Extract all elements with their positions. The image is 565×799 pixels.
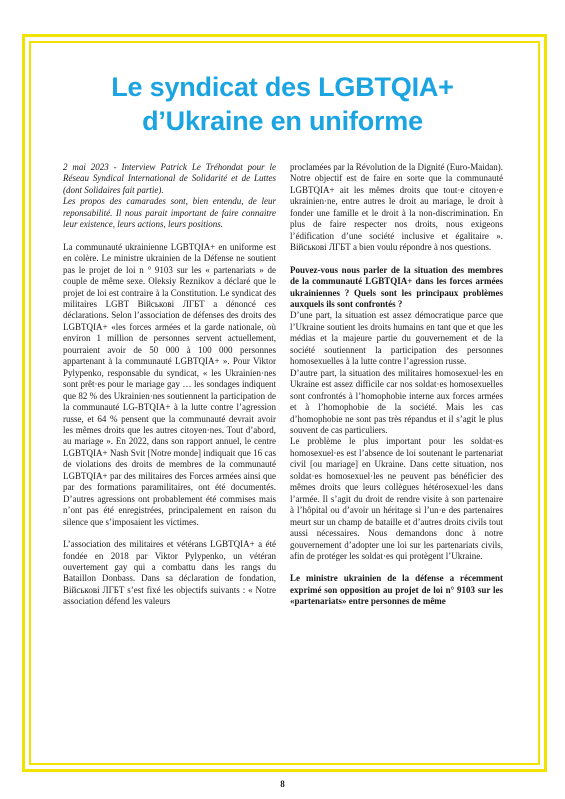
intro-disclaimer: Les propos des camarades sont, bien entendu, de leur reponsabilité. Il nous parait important de faire connaitre leur existence, leurs actions, leurs positions. [63, 196, 276, 230]
paragraph-gap [63, 528, 276, 539]
body-paragraph: proclamées par la Révolution de la Dignité (Euro-Maidan). Notre objectif est de faire en sorte que la communauté LGBTQIA+ ait les mêmes droits que tout·e citoyen·e ukrainien·ne, entre autres le droit au mariage, le droit à fonder une famille et le droit à la non-discrimination. En plus de faire respecter nos droits, nous exigeons l’édification d’une société inclusive et égalitaire ». Військові ЛГБТ a bien voulu répondre à nos questions. [290, 162, 503, 253]
left-column [63, 162, 276, 608]
right-column [290, 162, 503, 608]
paragraph-gap [290, 254, 503, 265]
paragraph-gap [290, 562, 503, 573]
interview-question: Le ministre ukrainien de la défense a récemment exprimé son opposition au projet de loi n° 9103 sur les «partenariats» entre personnes de même [290, 573, 503, 607]
answer-paragraph: D’autre part, la situation des militaires homosexuel·les en Ukraine est assez difficile car nos soldat·es homosexuelles sont confrontés à l’homophobie interne aux forces armées et à l’homophobie de la société. Mais les cas d’homophobie ne sont pas très répandus et il s’agit le plus souvent de cas particuliers. [290, 367, 503, 435]
title-line-2: d’Ukraine en uniforme [142, 106, 423, 136]
body-paragraph: L’association des militaires et vétérans LGBTQIA+ a été fondée en 2018 par Viktor Pylypenko, un vétéran ouvertement gay qui a combattu dans les rangs du Bataillon Donbass. Dans sa déclaration de fondation, Військові ЛГБТ s’est fixé les objectifs suivants : « Notre association défend les valeurs [63, 539, 276, 607]
page-number: 8 [280, 779, 285, 789]
intro-byline: 2 mai 2023 - Interview Patrick Le Tréhondat pour le Réseau Syndical International de Solidarité et de Luttes (dont Solidaires fait partie). [63, 162, 276, 195]
answer-paragraph: Le problème le plus important pour les soldat·es homosexuel·es est l’absence de loi soutenant le partenariat civil [ou mariage] en Ukraine. Dans cette situation, nos soldat·es homosexuel·les ne peuvent pas bénéficier des mêmes droits que leurs collègues hétérosexuel·les dans l’armée. Il s’agit du droit de rendre visite à son partenaire à l’hôpital ou d’avoir un héritage si l’un·e des partenaires meurt sur un champ de bataille et d’autres droits civils tout aussi nécessaires. Nous demandons donc à notre gouvernement d’adopter une loi sur les partenariats civils, afin de protéger les soldat·es qui protègent l’Ukraine. [290, 436, 503, 561]
answer-paragraph: D’une part, la situation est assez démocratique parce que l’Ukraine soutient les droits humains en tant que et que les médias et la majeure partie du gouvernement et de la société soutiennent la participation des personnes homosexuelles à la lutte contre l’agression russe. [290, 310, 503, 367]
body-paragraph: La communauté ukrainienne LGBTQIA+ en uniforme est en colère. Le ministre ukrainien de la Défense ne soutient pas le projet de loi n ° 9103 sur les « partenariats » de couple de même sexe. Oleksiy Reznikov a déclaré que le projet de loi est contraire à la Constitution. Le syndicat des militaires LGBT Військові ЛГБТ a dénoncé ces déclarations. Selon l’association de défenses des droits des LGBTQIA+ «les forces armées et la garde nationale, où environ 1 million de personnes servent actuellement, pourraient avoir de 50 000 à 100 000 personnes appartenant à la communauté LGBTQIA+ ». Pour Viktor Pylypenko, responsable du syndicat, « les Ukrainien·nes sont prêt·es pour le mariage gay … les sondages indiquent que 82 % des Ukrainien·nes soutiennent la participation de la communauté LG-BTQIA+ à la lutte contre l’agression russe, et 64 % pensent que la communauté devrait avoir les mêmes droits que les autres citoyen·nes. Tout d’abord, au mariage ». En 2022, dans son rapport annuel, le centre LGBTQIA+ Nash Svit [Notre monde] indiquait que 16 cas de violations des droits de membres de la communauté LGBTQIA+ par des militaires des Forces armées ainsi que par des formations paramilitaires, ont été documentés. D’autres agressions ont probablement été commises mais n’ont pas été enregistrées, principalement en raison du silence que s’imposaient les victimes. [63, 241, 276, 527]
title-line-1: Le syndicat des LGBTQIA+ [111, 72, 454, 102]
paragraph-gap [63, 231, 276, 242]
interview-question: Pouvez-vous nous parler de la situation des membres de la communauté LGBTQIA+ dans les forces armées ukrainiennes ? Quels sont les principaux problèmes auxquels ils sont confrontés ? [290, 264, 503, 309]
article-title [40, 70, 525, 138]
